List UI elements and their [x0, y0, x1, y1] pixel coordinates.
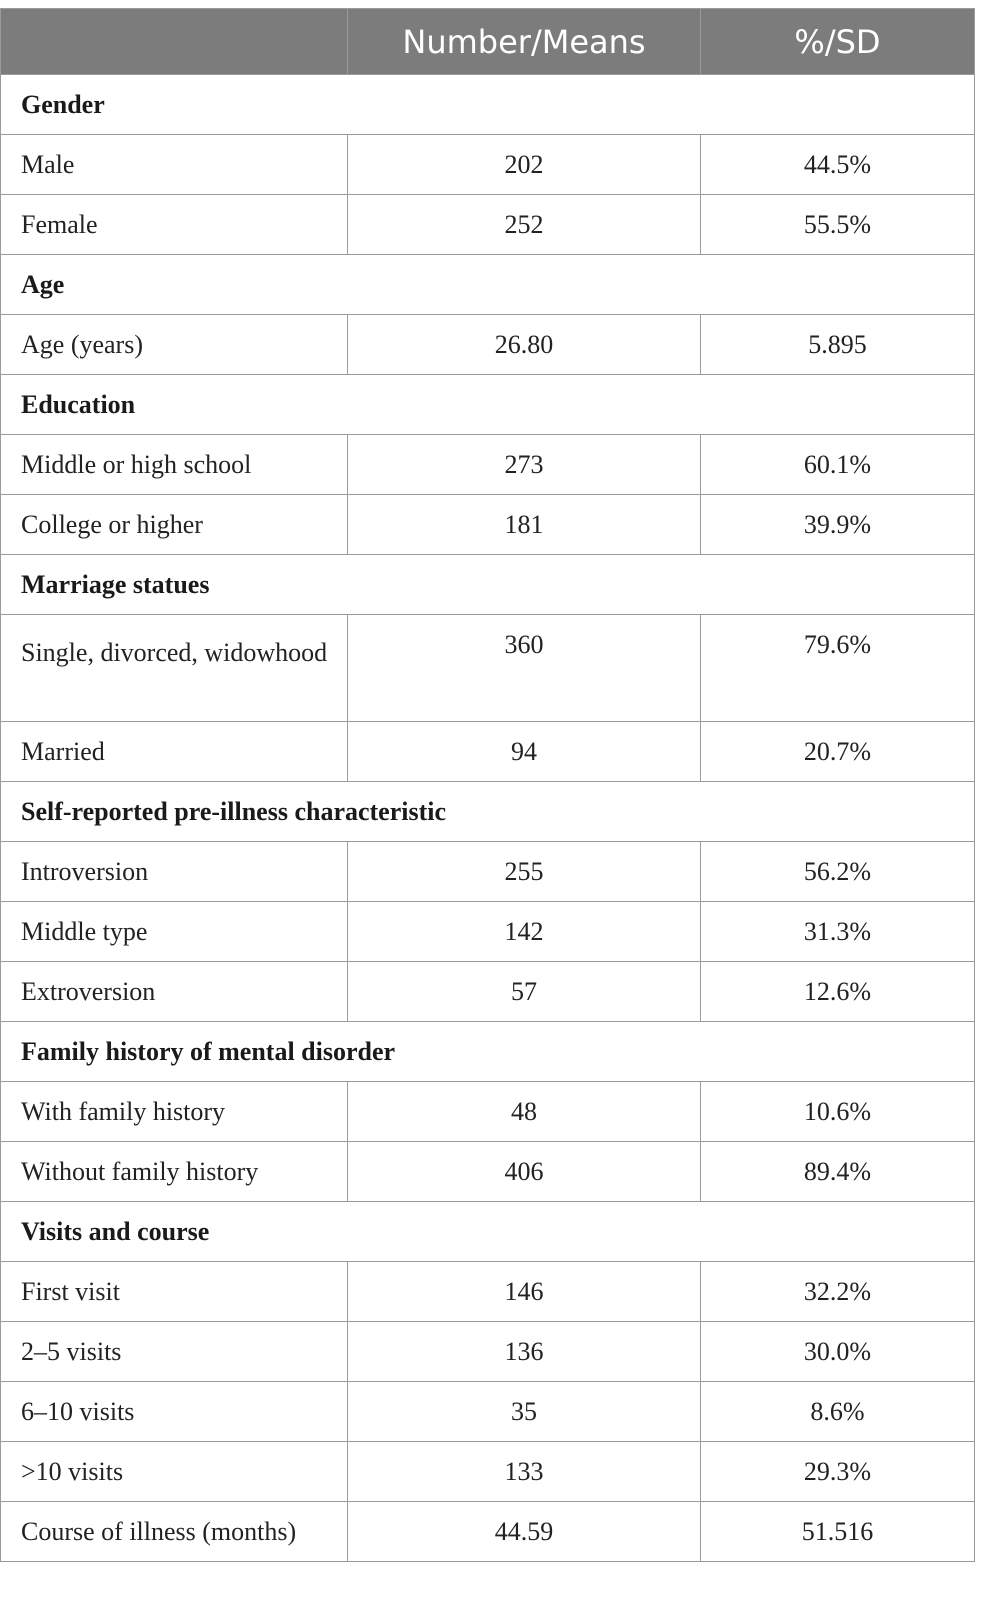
row-value: 136: [348, 1322, 701, 1382]
row-value: 142: [348, 902, 701, 962]
row-percent: 31.3%: [701, 902, 975, 962]
table-row: [1, 1142, 975, 1202]
row-value: 146: [348, 1262, 701, 1322]
row-label: With family history: [1, 1082, 348, 1142]
section-row-visits: [1, 1202, 975, 1262]
section-title: Marriage statues: [1, 555, 975, 615]
table-row: [1, 1502, 975, 1562]
table-row: [1, 842, 975, 902]
row-label: Middle or high school: [1, 435, 348, 495]
row-value: 360: [348, 615, 701, 722]
row-label: 2–5 visits: [1, 1322, 348, 1382]
row-percent: 12.6%: [701, 962, 975, 1022]
row-percent: 8.6%: [701, 1382, 975, 1442]
row-label: >10 visits: [1, 1442, 348, 1502]
table-row: [1, 435, 975, 495]
section-title: Gender: [1, 75, 975, 135]
row-percent: 60.1%: [701, 435, 975, 495]
section-title: Education: [1, 375, 975, 435]
row-percent: 32.2%: [701, 1262, 975, 1322]
row-percent: 10.6%: [701, 1082, 975, 1142]
table-header: [1, 9, 975, 75]
row-percent: 51.516: [701, 1502, 975, 1562]
row-label: Female: [1, 195, 348, 255]
row-label: First visit: [1, 1262, 348, 1322]
row-label: Single, divorced, widowhood: [1, 615, 348, 722]
row-percent: 44.5%: [701, 135, 975, 195]
row-value: 44.59: [348, 1502, 701, 1562]
row-label: Married: [1, 722, 348, 782]
row-value: 273: [348, 435, 701, 495]
section-title: Family history of mental disorder: [1, 1022, 975, 1082]
header-cell-percent: %/SD: [701, 9, 975, 75]
table-row: [1, 135, 975, 195]
table-body: [1, 75, 975, 1562]
demographics-table: [0, 8, 975, 1562]
row-percent: 56.2%: [701, 842, 975, 902]
section-row-education: [1, 375, 975, 435]
table-row: [1, 1382, 975, 1442]
section-row-gender: [1, 75, 975, 135]
row-label: Male: [1, 135, 348, 195]
header-cell-number: Number/Means: [348, 9, 701, 75]
row-percent: 20.7%: [701, 722, 975, 782]
row-label: 6–10 visits: [1, 1382, 348, 1442]
row-value: 94: [348, 722, 701, 782]
row-percent: 5.895: [701, 315, 975, 375]
table-row: [1, 722, 975, 782]
section-title: Age: [1, 255, 975, 315]
section-row-age: [1, 255, 975, 315]
row-label: Middle type: [1, 902, 348, 962]
section-title: Self-reported pre-illness characteristic: [1, 782, 975, 842]
row-value: 48: [348, 1082, 701, 1142]
row-label: College or higher: [1, 495, 348, 555]
row-label: Introversion: [1, 842, 348, 902]
row-value: 202: [348, 135, 701, 195]
row-percent: 55.5%: [701, 195, 975, 255]
table-row: [1, 315, 975, 375]
section-row-family-history: [1, 1022, 975, 1082]
row-percent: 79.6%: [701, 615, 975, 722]
row-label: Age (years): [1, 315, 348, 375]
row-percent: 29.3%: [701, 1442, 975, 1502]
table-row: [1, 195, 975, 255]
table-row: [1, 1082, 975, 1142]
row-value: 181: [348, 495, 701, 555]
table-row: [1, 1262, 975, 1322]
row-value: 252: [348, 195, 701, 255]
table-row: [1, 902, 975, 962]
row-value: 26.80: [348, 315, 701, 375]
section-row-characteristic: [1, 782, 975, 842]
row-percent: 39.9%: [701, 495, 975, 555]
row-value: 133: [348, 1442, 701, 1502]
row-label: Course of illness (months): [1, 1502, 348, 1562]
table-row: [1, 615, 975, 722]
row-value: 57: [348, 962, 701, 1022]
row-value: 255: [348, 842, 701, 902]
row-percent: 30.0%: [701, 1322, 975, 1382]
row-percent: 89.4%: [701, 1142, 975, 1202]
header-row: [1, 9, 975, 75]
row-label: Extroversion: [1, 962, 348, 1022]
row-value: 406: [348, 1142, 701, 1202]
row-value: 35: [348, 1382, 701, 1442]
table-row: [1, 1442, 975, 1502]
table-row: [1, 1322, 975, 1382]
section-row-marriage: [1, 555, 975, 615]
row-label: Without family history: [1, 1142, 348, 1202]
table-row: [1, 962, 975, 1022]
header-cell-label: [1, 9, 348, 75]
section-title: Visits and course: [1, 1202, 975, 1262]
table-row: [1, 495, 975, 555]
